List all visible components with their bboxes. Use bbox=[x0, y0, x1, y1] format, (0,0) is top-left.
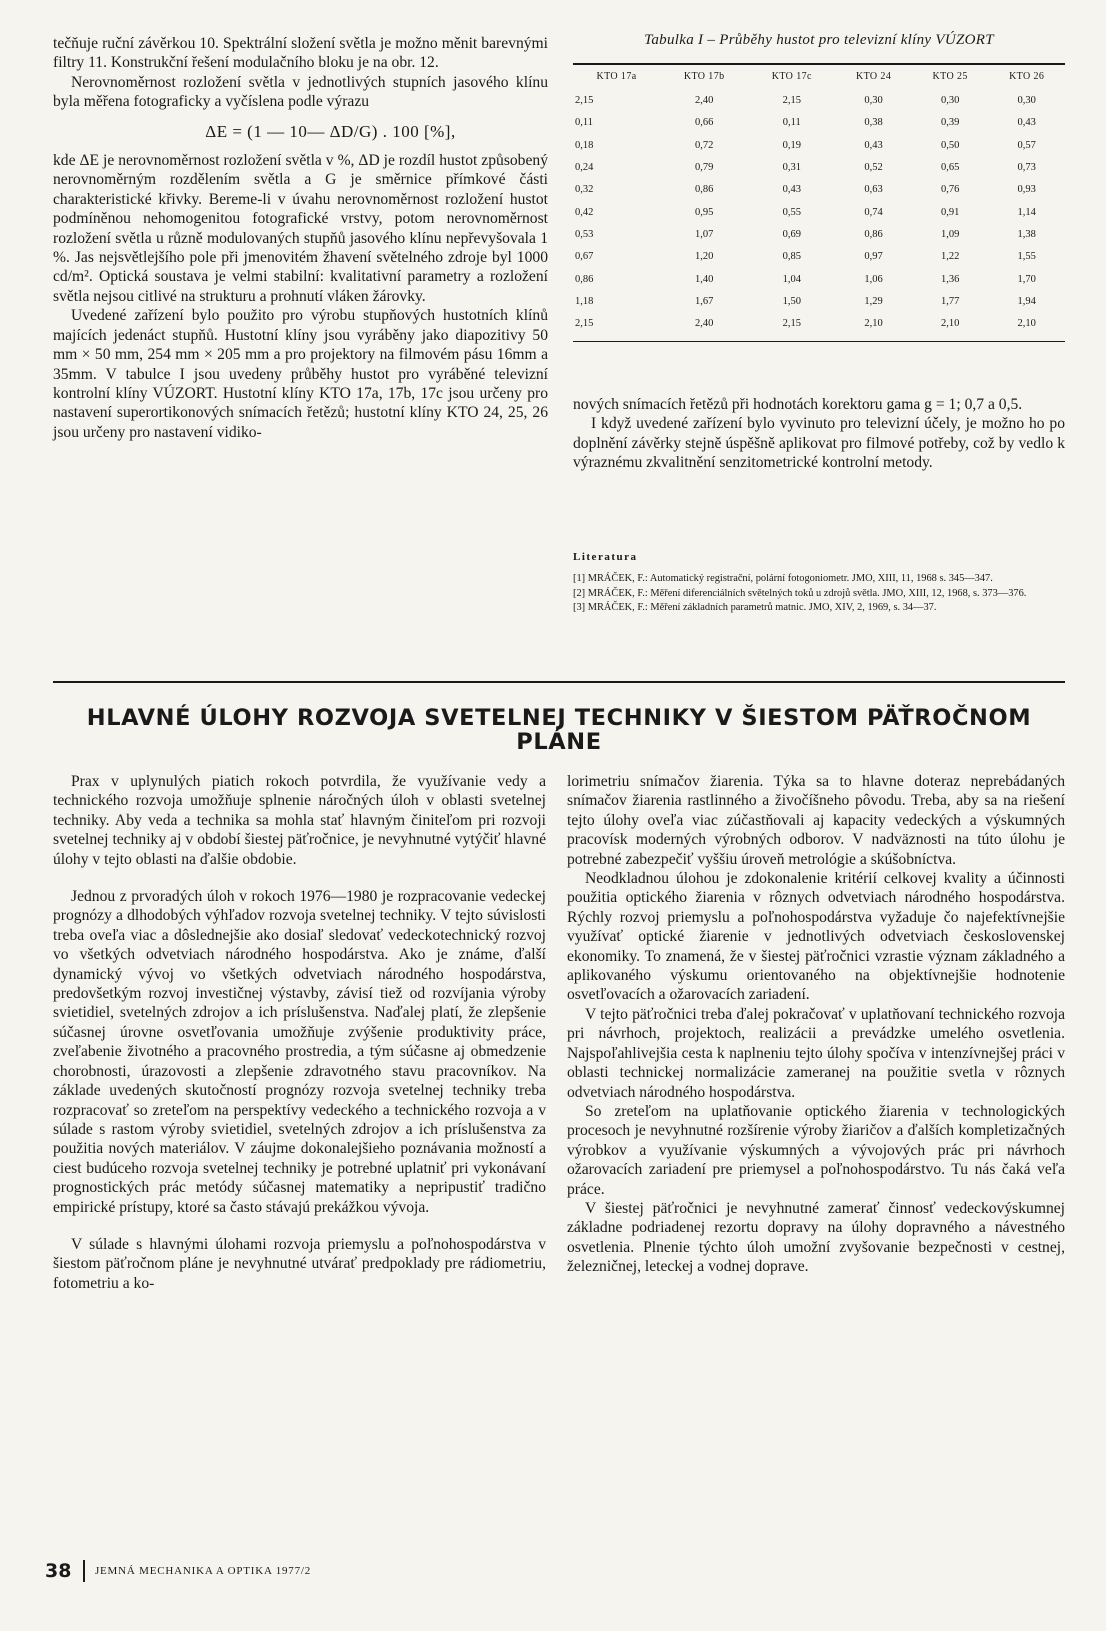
table-row bbox=[573, 112, 1065, 134]
table-cell: 0,11 bbox=[575, 117, 593, 129]
table-bottom-rule bbox=[573, 341, 1065, 343]
table-cell: 1,14 bbox=[1017, 206, 1036, 218]
top-left-column bbox=[53, 34, 548, 442]
article-right-column bbox=[567, 772, 1065, 1277]
table-cell: 2,15 bbox=[782, 95, 801, 107]
table-cell: 0,74 bbox=[864, 206, 883, 218]
table-cell: 0,50 bbox=[940, 139, 960, 151]
density-table-block bbox=[573, 32, 1065, 342]
table-row bbox=[573, 134, 1065, 156]
paragraph: Nerovnoměrnost rozložení světla v jednotlivých stupních jasového klínu byla měřena fotograficky a vyčíslena podle výrazu bbox=[53, 73, 548, 111]
table-cell: 1,77 bbox=[940, 295, 960, 307]
table-cell: 0,76 bbox=[940, 184, 960, 196]
table-cell: 1,29 bbox=[864, 295, 883, 307]
table-cell: 0,43 bbox=[782, 184, 801, 196]
journal-name: JEMNÁ MECHANIKA A OPTIKA 1977/2 bbox=[94, 1565, 312, 1577]
table-row bbox=[573, 179, 1065, 201]
table-cell: 0,52 bbox=[864, 162, 883, 174]
table-cell: 2,10 bbox=[940, 318, 960, 330]
article-title bbox=[53, 706, 1065, 754]
paragraph: V šiestej päťročnici je nevyhnutné zamerať činnosť vedeckovýskumnej základne podriadenej rezortu dopravy na úlohy dopravného a návestného osvetlenia. Plnenie týchto úloh umožní zvyšovanie bezpečnosti v cestnej, železničnej, leteckej a vodnej doprave. bbox=[567, 1199, 1065, 1276]
table-cell: 0,86 bbox=[575, 273, 594, 285]
table-caption: Tabulka I – Průběhy hustot pro televizní klíny VÚZORT bbox=[644, 32, 994, 48]
table-cell: 0,69 bbox=[782, 228, 801, 240]
paragraph: lorimetriu snímačov žiarenia. Týka sa to hlavne doteraz neprebádaných snímačov žiarenia rastlinného a živočíšneho pôvodu. Treba, aby sa na riešení tejto úlohy oveľa viac zúčastňovali aj kapacity vedeckých a výskumných pracovísk moderných výrobných odborov. V nadväznosti na túto úlohu je potrebné zabezpečiť vyššiu úroveň metrológie a skúšobníctva. bbox=[567, 773, 1065, 868]
table-cell: 1,70 bbox=[1017, 273, 1036, 285]
table-cell: 2,40 bbox=[694, 318, 714, 330]
table-cell: 0,11 bbox=[782, 117, 801, 129]
table-cell: 0,43 bbox=[864, 139, 883, 151]
table-cell: 0,18 bbox=[575, 139, 594, 151]
table-cell: 1,55 bbox=[1017, 251, 1036, 263]
table-cell: 0,66 bbox=[694, 117, 714, 129]
table-cell: 0,85 bbox=[782, 251, 801, 263]
table-cell: 1,36 bbox=[940, 273, 960, 285]
table-cell: 0,73 bbox=[1017, 162, 1036, 174]
table-cell: 2,15 bbox=[575, 95, 594, 107]
table-cell: 1,04 bbox=[782, 273, 801, 285]
page-number: 38 bbox=[45, 1560, 72, 1582]
table-cell: 1,09 bbox=[940, 228, 960, 240]
table-cell: 1,18 bbox=[575, 295, 594, 307]
table-cell: 1,94 bbox=[1017, 295, 1036, 307]
table-cell: 0,43 bbox=[1017, 117, 1036, 129]
table-cell: 1,40 bbox=[694, 273, 714, 285]
table-cell: 0,97 bbox=[864, 251, 883, 263]
table-cell: 0,91 bbox=[940, 206, 960, 218]
table-header-row bbox=[573, 65, 1065, 90]
table-cell: 2,10 bbox=[864, 318, 883, 330]
formula: ΔE = (1 — 10— ΔD/G) . 100 [%], bbox=[205, 121, 456, 141]
table-body bbox=[573, 90, 1065, 335]
table-cell: 0,93 bbox=[1017, 184, 1036, 196]
table-header-cell: KTO 17b bbox=[683, 70, 725, 82]
table-cell: 1,20 bbox=[694, 251, 714, 263]
table-cell: 1,67 bbox=[694, 295, 714, 307]
paragraph: Uvedené zařízení bylo použito pro výrobu stupňových hustotních klínů majících jedenáct stupňů. Hustotní klíny jsou vyráběny jako diapozitivy 50 mm × 50 mm, 254 mm × 205 mm a pro projektory na filmovém pásu 16mm a 35mm. V tabulce I jsou uvedeny průběhy hustot pro vyráběné televizní kontrolní klíny VÚZORT. Hustotní klíny KTO 17a, 17b, 17c jsou určeny pro nastavení superortikonových snímacích řetězů; hustotní klíny KTO 24, 25, 26 jsou určeny pro nastavení vidiko- bbox=[53, 307, 548, 441]
table-cell: 0,57 bbox=[1017, 139, 1036, 151]
table-cell: 0,39 bbox=[940, 117, 960, 129]
paragraph: tečňuje ruční závěrkou 10. Spektrální složení světla je možno měnit barevnými filtry 11. Konstrukční řešení modulačního bloku je na obr. 12. bbox=[53, 35, 548, 72]
table-cell: 0,72 bbox=[694, 139, 714, 151]
paragraph: V súlade s hlavnými úlohami rozvoja priemyslu a poľnohospodárstva v šiestom päťročnom pláne je nevyhnutné utvárať predpoklady pre rádiometriu, fotometriu a ko- bbox=[53, 1235, 546, 1292]
table-cell: 0,95 bbox=[694, 206, 714, 218]
table-row bbox=[573, 90, 1065, 112]
table-cell: 0,19 bbox=[782, 139, 801, 151]
reference-list bbox=[573, 573, 1065, 615]
table-cell: 0,24 bbox=[575, 162, 594, 174]
literature-block bbox=[573, 551, 1065, 617]
table-header-cell: KTO 17c bbox=[771, 70, 812, 82]
table-cell: 1,22 bbox=[940, 251, 960, 263]
table-row bbox=[573, 268, 1065, 290]
table-cell: 0,42 bbox=[575, 206, 594, 218]
table-cell: 0,30 bbox=[940, 95, 960, 107]
article-title-line: PLÁNE bbox=[516, 729, 602, 755]
paragraph: nových snímacích řetězů při hodnotách korektoru gama g = 1; 0,7 a 0,5. bbox=[573, 396, 1023, 413]
paragraph: So zreteľom na uplatňovanie optického žiarenia v technologických procesoch je nevyhnutné rozšírenie výroby žiaričov a ďalších kompletizačných výrobkov a využívanie výskumných a vývojových prác pri návrhoch ožarovacích zariadení pre priemysel a poľnohospodárstvo. Tu nás čaká veľa práce. bbox=[567, 1102, 1065, 1198]
paragraph: kde ΔE je nerovnoměrnost rozložení světla v %, ΔD je rozdíl hustot způsobený nerovnoměrným rozdělením světla a G je směrnice přímkové části charakteristické křivky. Bereme-li v úvahu nerovnoměrnost rozložení hustot podmíněnou nehomogenitou fotografické vrstvy, potom nerovnoměrnost rozložení světla u různě modulovaných stupňů jasového klínu nepřevyšovala 1 %. Jas nejsvětlejšího pole při jmenovitém žhavení světelného zdroje byl 1000 cd/m². Optická soustava je velmi stabilní: kvalitativní parametry a rozložení světla nejsou citlivé na strukturu a prohnutí vláken žárovky. bbox=[53, 152, 548, 305]
table-row bbox=[573, 223, 1065, 245]
table-cell: 0,55 bbox=[782, 206, 801, 218]
table-cell: 1,07 bbox=[694, 228, 714, 240]
table-row bbox=[573, 156, 1065, 178]
reference-item: [1] MRÁČEK, F.: Automatický registrační, polární fotogoniometr. JMO, XIII, 11, 1968 s. 345—347. bbox=[573, 573, 993, 584]
table-cell: 2,15 bbox=[782, 318, 801, 330]
table-cell: 0,79 bbox=[694, 162, 714, 174]
table-cell: 0,30 bbox=[1017, 95, 1036, 107]
table-cell: 2,15 bbox=[575, 318, 594, 330]
article-title-line: HLAVNÉ ÚLOHY ROZVOJA SVETELNEJ TECHNIKY V ŠIESTOM PÄŤROČNOM bbox=[86, 705, 1032, 731]
table-cell: 0,31 bbox=[782, 162, 801, 174]
table-row bbox=[573, 201, 1065, 223]
table-cell: 0,38 bbox=[864, 117, 883, 129]
table-cell: 2,10 bbox=[1017, 318, 1036, 330]
table-cell: 0,86 bbox=[864, 228, 883, 240]
table-cell: 0,63 bbox=[864, 184, 883, 196]
table-cell: 0,86 bbox=[694, 184, 714, 196]
table-row bbox=[573, 246, 1065, 268]
table-cell: 0,53 bbox=[575, 228, 594, 240]
table-cell: 0,32 bbox=[575, 184, 594, 196]
reference-item: [2] MRÁČEK, F.: Měření diferenciálních světelných toků u zdrojů světla. JMO, XIII, 12, 1968, s. 373—376. bbox=[573, 587, 1027, 599]
table-header-cell: KTO 24 bbox=[855, 70, 892, 82]
table-cell: 0,67 bbox=[575, 251, 594, 263]
table-cell: 1,50 bbox=[782, 295, 801, 307]
top-right-column bbox=[573, 395, 1065, 473]
table-row bbox=[573, 312, 1065, 334]
paragraph: Prax v uplynulých piatich rokoch potvrdila, že využívanie vedy a technického rozvoja umožňuje splnenie náročných úloh v oblasti svetelnej techniky. Aby veda a technika sa mohla stať hlavným činiteľom pri rozvoji svetelnej techniky aj v období šiestej päťročnice, je nevyhnutné vytýčiť hlavné úlohy v tejto oblasti na ďalšie obdobie. bbox=[53, 773, 546, 868]
reference-item: [3] MRÁČEK, F.: Měření základních parametrů matnic. JMO, XIV, 2, 1969, s. 34—37. bbox=[573, 602, 937, 614]
table-header-cell: KTO 26 bbox=[1009, 70, 1045, 82]
table-cell: 2,40 bbox=[694, 95, 714, 107]
table-header-cell: KTO 25 bbox=[932, 70, 968, 82]
paragraph: Neodkladnou úlohou je zdokonalenie kritérií celkovej kvality a účinnosti použitia optického žiarenia v rôznych odvetviach národného hospodárstva. Rýchly rozvoj priemyslu a poľnohospodárstva vyžaduje čo najefektívnejšie využívať optické žiarenie v jednotlivých odvetviach československej ekonomiky. To znamená, že v šiestej päťročnici vzrastie význam základného a aplikovaného výskumu orientovaného na objektívnejšie hodnotenie osvetľovacích a ožarovacích zariadení. bbox=[567, 870, 1065, 1004]
table-row bbox=[573, 290, 1065, 312]
table-cell: 0,30 bbox=[864, 95, 883, 107]
table-cell: 1,06 bbox=[864, 273, 883, 285]
paragraph: V tejto päťročnici treba ďalej pokračovať v uplatňovaní technického rozvoja pri návrhoch, projektoch, realizácii a prevádzke umelého osvetlenia. Najspoľahlivejšia cesta k naplneniu tejto úlohy spočíva v intenzívnejšej práci v oblasti technickej normalizácie zameranej na použitie svetla v rôznych odvetviach národného hospodárstva. bbox=[567, 1005, 1065, 1101]
article-left-column bbox=[53, 772, 546, 1293]
literature-heading: Literatura bbox=[573, 551, 638, 563]
paragraph: I když uvedené zařízení bylo vyvinuto pro televizní účely, je možno ho po doplnění závěrky stejně úspěšně aplikovat pro filmové potřeby, což by vedlo k výraznému zkvalitnění senzitometrické kontrolní metody. bbox=[573, 415, 1065, 472]
footer-separator bbox=[83, 1560, 85, 1582]
section-divider bbox=[53, 681, 1065, 683]
table-cell: 0,65 bbox=[940, 162, 960, 174]
page-footer bbox=[45, 1560, 545, 1582]
paragraph: Jednou z prvoradých úloh v rokoch 1976—1980 je rozpracovanie vedeckej prognózy a dlhodobých výhľadov rozvoja svetelnej techniky. V tejto súvislosti treba oveľa viac a dôslednejšie ako dosiaľ sledovať vedeckotechnický rozvoj vo všetkých odvetviach národného hospodárstva. Ako je známe, ďalší dynamický vývoj vo všetkých odvetviach národného hospodárstva, predovšetkým rozvoj investičnej výstavby, závisí tiež od rozvíjania výroby svietidiel, svetelných zdrojov a ich príslušenstva. Naďalej platí, že zlepšenie súčasnej úrovne osvetľovania umožňuje zvýšenie produktivity práce, zveľabenie životného a pracovného prostredia, a tým súčasne aj obmedzenie chorobnosti, úrazovosti a zlepšenie zdravotného stavu pracovníkov. Na základe uvedených skutočností prognózy rozvoja svetelnej techniky treba rozpracovať so zreteľom na perspektívy vedeckého a technického rozvoja a v súlade s rastom výroby svietidiel, svetelných zdrojov a ich príslušenstva za použitia nových materiálov. V záujme dokonalejšieho poznávania možností a ciest budúceho rozvoja svetelnej techniky je potrebné uplatniť pri vykonávaní prognostických prác metódy súčasnej matematiky a nepripustiť tradično empirické prístupy, ktoré sa často stávajú prekážkou vývoja. bbox=[53, 888, 546, 1216]
table-cell: 1,38 bbox=[1017, 228, 1036, 240]
density-table bbox=[573, 65, 1065, 335]
table-header-cell: KTO 17a bbox=[596, 70, 637, 82]
